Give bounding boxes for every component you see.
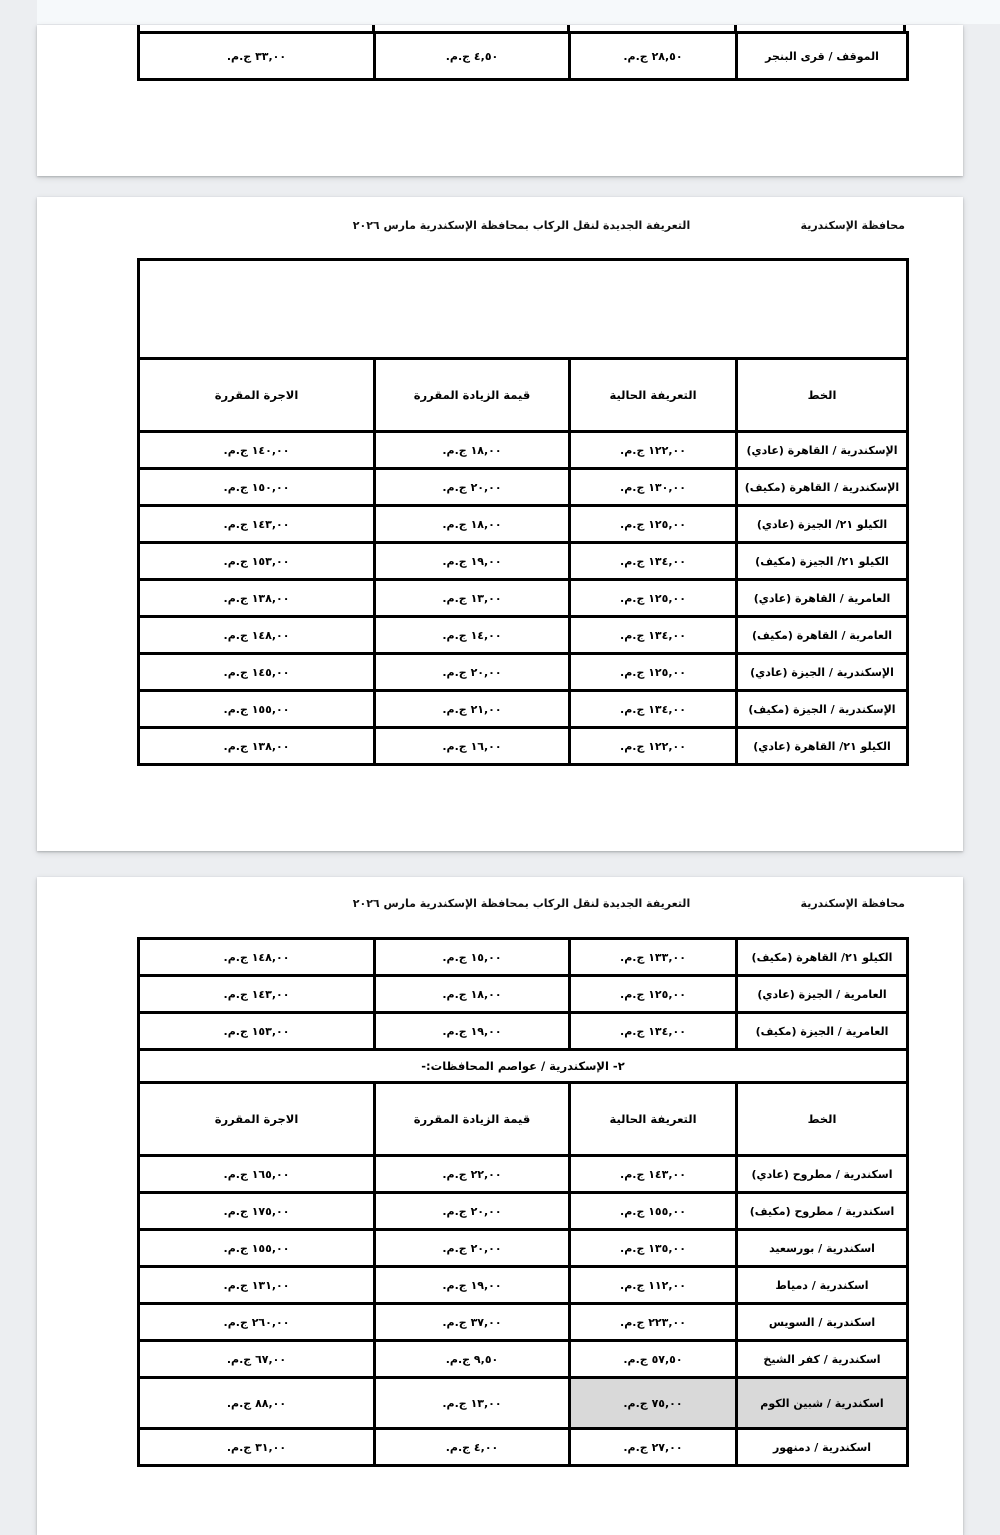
table-row — [139, 469, 908, 506]
current-tariff-cell: ١٤٣,٠٠ ج.م. — [570, 1156, 737, 1193]
fare-cell: ١٥٠,٠٠ ج.م. — [139, 469, 375, 506]
line-cell: الإسكندرية / القاهرة (عادي) — [737, 432, 908, 469]
increase-cell: ١٨,٠٠ ج.م. — [375, 506, 570, 543]
column-header-fare: الاجرة المقررة — [139, 359, 375, 432]
line-cell: العامرية / القاهرة (مكيف) — [737, 617, 908, 654]
current-tariff-cell: ٢٢٣,٠٠ ج.م. — [570, 1304, 737, 1341]
increase-cell: ١٩,٠٠ ج.م. — [375, 543, 570, 580]
line-cell: الكيلو ٢١/ الجيزة (عادي) — [737, 506, 908, 543]
increase-cell: ٢١,٠٠ ج.م. — [375, 691, 570, 728]
header-row — [139, 359, 908, 432]
increase-cell: ١٨,٠٠ ج.م. — [375, 432, 570, 469]
increase-cell: ١٤,٠٠ ج.م. — [375, 617, 570, 654]
current-tariff-cell: ٢٨,٥٠ ج.م. — [570, 33, 737, 80]
fare-cell: ١٥٣,٠٠ ج.م. — [139, 543, 375, 580]
line-cell: العامرية / الجيزة (عادي) — [737, 976, 908, 1013]
line-cell: الكيلو ٢١/ القاهرة (مكيف) — [737, 939, 908, 976]
increase-cell: ٤,٥٠ ج.م. — [375, 33, 570, 80]
document-header — [37, 897, 963, 913]
current-tariff-cell: ١٣٤,٠٠ ج.م. — [570, 543, 737, 580]
line-cell: الإسكندرية / الجيزة (مكيف) — [737, 691, 908, 728]
empty-cell — [139, 260, 908, 359]
document-header — [37, 219, 963, 235]
document-title: التعريفة الجديدة لنقل الركاب بمحافظة الإسكندرية مارس ٢٠٢٦ — [352, 897, 691, 910]
current-tariff-cell: ١٢٥,٠٠ ج.م. — [570, 976, 737, 1013]
increase-cell: ١٨,٠٠ ج.م. — [375, 976, 570, 1013]
fare-cell: ٢٦٠,٠٠ ج.م. — [139, 1304, 375, 1341]
increase-cell: ١٥,٠٠ ج.م. — [375, 939, 570, 976]
increase-cell: ١٩,٠٠ ج.م. — [375, 1267, 570, 1304]
fare-cell: ١٤٠,٠٠ ج.م. — [139, 432, 375, 469]
table-row — [139, 1013, 908, 1050]
line-cell: اسكندرية / دمياط — [737, 1267, 908, 1304]
increase-cell: ٢٢,٠٠ ج.م. — [375, 1156, 570, 1193]
line-cell: العامرية / الجيزة (مكيف) — [737, 1013, 908, 1050]
fare-table-page3 — [137, 937, 909, 1467]
line-cell: اسكندرية / مطروح (عادي) — [737, 1156, 908, 1193]
current-tariff-cell: ١٣٠,٠٠ ج.م. — [570, 469, 737, 506]
increase-cell: ١٣,٠٠ ج.م. — [375, 1378, 570, 1429]
column-header-current: التعريفة الحالية — [570, 359, 737, 432]
current-tariff-cell: ١٢٢,٠٠ ج.م. — [570, 728, 737, 765]
table-row — [139, 939, 908, 976]
table-row — [139, 1429, 908, 1466]
current-tariff-cell: ١٣٣,٠٠ ج.م. — [570, 939, 737, 976]
document-page-1 — [37, 25, 963, 176]
current-tariff-cell: ١٥٥,٠٠ ج.م. — [570, 1193, 737, 1230]
increase-cell: ٩,٥٠ ج.م. — [375, 1341, 570, 1378]
table-row — [139, 1267, 908, 1304]
column-header-line: الخط — [737, 1083, 908, 1156]
column-header-fare: الاجرة المقررة — [139, 1083, 375, 1156]
line-cell: اسكندرية / السويس — [737, 1304, 908, 1341]
fare-cell: ١٦٥,٠٠ ج.م. — [139, 1156, 375, 1193]
fare-cell: ١٤٣,٠٠ ج.م. — [139, 506, 375, 543]
line-cell: اسكندرية / كفر الشيخ — [737, 1341, 908, 1378]
current-tariff-cell: ٢٧,٠٠ ج.م. — [570, 1429, 737, 1466]
line-cell: الكيلو ٢١/ الجيزة (مكيف) — [737, 543, 908, 580]
current-tariff-cell: ١٣٤,٠٠ ج.م. — [570, 617, 737, 654]
table-row — [139, 728, 908, 765]
fare-cell: ٣١,٠٠ ج.م. — [139, 1429, 375, 1466]
current-tariff-cell: ١٢٥,٠٠ ج.م. — [570, 506, 737, 543]
column-header-current: التعريفة الحالية — [570, 1083, 737, 1156]
document-page-3 — [37, 877, 963, 1535]
line-cell: الإسكندرية / الجيزة (عادي) — [737, 654, 908, 691]
increase-cell: ٢٠,٠٠ ج.م. — [375, 1193, 570, 1230]
fare-cell: ٣٣,٠٠ ج.م. — [139, 33, 375, 80]
fare-cell: ١٧٥,٠٠ ج.م. — [139, 1193, 375, 1230]
section-title: ٢- الإسكندرية / عواصم المحافظات:- — [139, 1050, 908, 1083]
fare-table-page2 — [137, 258, 909, 766]
table-row — [139, 1193, 908, 1230]
governorate-label: محافظة الإسكندرية — [800, 219, 905, 232]
table-row — [139, 506, 908, 543]
current-tariff-cell: ١٣٤,٠٠ ج.م. — [570, 691, 737, 728]
fare-cell: ١٤٥,٠٠ ج.م. — [139, 654, 375, 691]
column-header-line: الخط — [737, 359, 908, 432]
current-tariff-cell: ١١٢,٠٠ ج.م. — [570, 1267, 737, 1304]
current-tariff-cell: ١٣٤,٠٠ ج.م. — [570, 1013, 737, 1050]
increase-cell: ١٩,٠٠ ج.م. — [375, 1013, 570, 1050]
fare-cell: ١٥٥,٠٠ ج.م. — [139, 1230, 375, 1267]
increase-cell: ٣٧,٠٠ ج.م. — [375, 1304, 570, 1341]
table-row — [139, 1304, 908, 1341]
line-cell: الموقف / قرى البنجر — [737, 33, 908, 80]
fare-cell: ١٣٨,٠٠ ج.م. — [139, 580, 375, 617]
current-tariff-cell: ١٢٥,٠٠ ج.م. — [570, 580, 737, 617]
table-row — [139, 654, 908, 691]
current-tariff-cell: ١٢٢,٠٠ ج.م. — [570, 432, 737, 469]
viewer-top-gap — [37, 0, 1000, 24]
section-title-row — [139, 1050, 908, 1083]
line-cell: اسكندرية / شبين الكوم — [737, 1378, 908, 1429]
increase-cell: ٢٠,٠٠ ج.م. — [375, 654, 570, 691]
fare-cell: ٨٨,٠٠ ج.م. — [139, 1378, 375, 1429]
column-header-increase: قيمة الزيادة المقررة — [375, 1083, 570, 1156]
column-header-increase: قيمة الزيادة المقررة — [375, 359, 570, 432]
fare-table-page1 — [137, 31, 909, 81]
table-row — [139, 1156, 908, 1193]
increase-cell: ٢٠,٠٠ ج.م. — [375, 1230, 570, 1267]
table-row — [139, 33, 908, 80]
line-cell: العامرية / القاهرة (عادي) — [737, 580, 908, 617]
fare-cell: ١٤٨,٠٠ ج.م. — [139, 939, 375, 976]
table-row — [139, 580, 908, 617]
current-tariff-cell: ١٢٥,٠٠ ج.م. — [570, 654, 737, 691]
table-row-highlighted — [139, 1378, 908, 1429]
table-row — [139, 543, 908, 580]
table-row — [139, 617, 908, 654]
empty-merged-row — [139, 260, 908, 359]
table-row — [139, 432, 908, 469]
fare-cell: ٦٧,٠٠ ج.م. — [139, 1341, 375, 1378]
fare-cell: ١٣١,٠٠ ج.م. — [139, 1267, 375, 1304]
line-cell: الكيلو ٢١/ القاهرة (عادي) — [737, 728, 908, 765]
current-tariff-cell: ٥٧,٥٠ ج.م. — [570, 1341, 737, 1378]
line-cell: الإسكندرية / القاهرة (مكيف) — [737, 469, 908, 506]
line-cell: اسكندرية / بورسعيد — [737, 1230, 908, 1267]
increase-cell: ١٣,٠٠ ج.م. — [375, 580, 570, 617]
governorate-label: محافظة الإسكندرية — [800, 897, 905, 910]
fare-cell: ١٤٨,٠٠ ج.م. — [139, 617, 375, 654]
line-cell: اسكندرية / دمنهور — [737, 1429, 908, 1466]
table-row — [139, 1230, 908, 1267]
fare-cell: ١٤٣,٠٠ ج.م. — [139, 976, 375, 1013]
current-tariff-cell: ٧٥,٠٠ ج.م. — [570, 1378, 737, 1429]
increase-cell: ١٦,٠٠ ج.م. — [375, 728, 570, 765]
fare-cell: ١٥٥,٠٠ ج.م. — [139, 691, 375, 728]
table-row — [139, 976, 908, 1013]
fare-cell: ١٥٣,٠٠ ج.م. — [139, 1013, 375, 1050]
document-title: التعريفة الجديدة لنقل الركاب بمحافظة الإسكندرية مارس ٢٠٢٦ — [352, 219, 691, 232]
increase-cell: ٢٠,٠٠ ج.م. — [375, 469, 570, 506]
increase-cell: ٤,٠٠ ج.م. — [375, 1429, 570, 1466]
table-row — [139, 1341, 908, 1378]
fare-cell: ١٣٨,٠٠ ج.م. — [139, 728, 375, 765]
table-row — [139, 691, 908, 728]
document-page-2 — [37, 197, 963, 851]
header-row — [139, 1083, 908, 1156]
current-tariff-cell: ١٣٥,٠٠ ج.م. — [570, 1230, 737, 1267]
line-cell: اسكندرية / مطروح (مكيف) — [737, 1193, 908, 1230]
